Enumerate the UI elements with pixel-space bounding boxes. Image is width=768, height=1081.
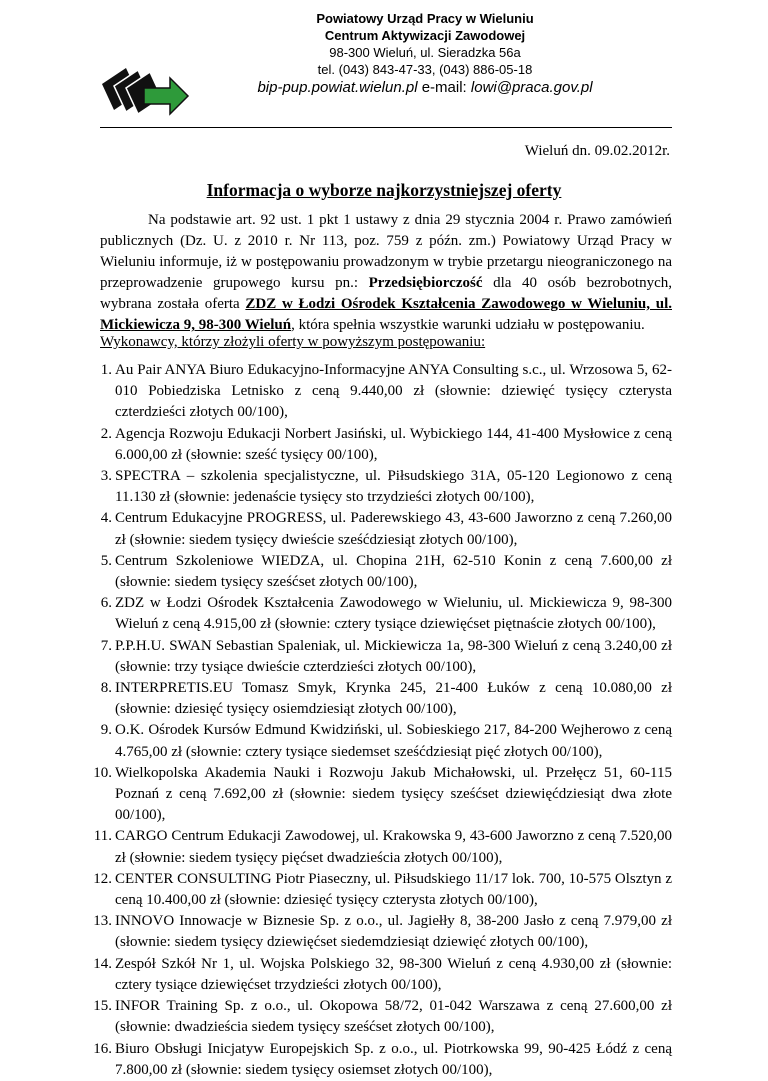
offer-text: SPECTRA – szkolenia specjalistyczne, ul. Piłsudskiego 31A, 05-120 Legionowo z ceną 11.130 zł (słownie: jedenaście tysięcy sto trzydzieści złotych 00/100), [115,468,672,506]
offer-number: 12. [93,870,112,887]
offer-number: 9. [100,722,112,739]
offer-number: 1. [100,362,112,378]
contact-line [240,78,610,98]
winning-bidder: ZDZ w Łodzi Ośrodek Kształcenia Zawodowego w Wieluniu, ul. Mickiewicza 9, 98-300 Wieluń [100,296,672,333]
offer-item [88,869,672,911]
document-date: Wieluń dn. 09.02.2012r. [524,143,670,159]
header-divider [100,127,672,128]
offer-number: 15. [93,998,112,1015]
offer-number: 7. [100,637,112,654]
offer-number: 16. [93,1040,112,1057]
offer-text: ZDZ w Łodzi Ośrodek Kształcenia Zawodowego w Wieluniu, ul. Mickiewicza 9, 98-300 Wieluń z ceną 4.915,00 zł (słownie: cztery tysiące dziewięćset piętnaście złotych 00/100), [115,595,672,633]
offer-number: 2. [100,425,112,442]
offer-text: Au Pair ANYA Biuro Edukacyjno-Informacyjne ANYA Consulting s.c., ul. Wrzosowa 5, 62-010 Pobiedziska Letnisko z ceną 9.440,00 zł (słownie: dziewięć tysięcy czterysta czterdzieści złotych 00/100), [115,362,672,421]
letterhead-text [240,10,610,98]
offer-item [88,1039,672,1081]
document-title: Informacja o wyborze najkorzystniejszej oferty [206,180,562,200]
offer-text: INFOR Training Sp. z o.o., ul. Okopowa 58/72, 01-042 Warszawa z ceną 27.600,00 zł (słownie: dwadzieścia siedem tysięcy sześćset złotych 00/100), [115,998,672,1036]
office-logo-icon [100,62,190,118]
offer-text: Centrum Edukacyjne PROGRESS, ul. Paderewskiego 43, 43-600 Jaworzno z ceną 7.260,00 zł (słownie: siedem tysięcy dwieście sześćdziesiąt złotych 00/100), [115,510,672,548]
offers-list [88,360,672,1081]
offer-text: Wielkopolska Akademia Nauki i Rozwoju Jakub Michałowski, ul. Przełęcz 51, 60-115 Poznań z ceną 7.692,00 zł (słownie: siedem tysięcy sześćset dziewięćdziesiąt dwa złote 00/100), [115,764,672,824]
offer-item [88,954,672,996]
offer-text: INTERPRETIS.EU Tomasz Smyk, Krynka 245, 21-400 Łuków z ceną 10.080,00 zł (słownie: dziesięć tysięcy osiemdziesiąt złotych 00/100), [115,680,672,718]
offer-item [88,636,672,678]
offer-text: O.K. Ośrodek Kursów Edmund Kwidziński, ul. Sobieskiego 217, 84-200 Wejherowo z ceną 4.765,00 zł (słownie: cztery tysiące siedemset sześćdziesiąt pięć złotych 00/100), [115,722,672,760]
offer-item [88,678,672,720]
offers-heading: Wykonawcy, którzy złożyli oferty w powyższym postępowaniu: [100,334,486,350]
offer-text: Agencja Rozwoju Edukacji Norbert Jasiński, ul. Wybickiego 144, 41-400 Mysłowice z ceną 6.000,00 zł (słownie: sześć tysięcy 00/100), [115,425,672,463]
intro-text-2: dla 40 osób bezrobotnych, wybrana została oferta [100,275,672,312]
office-phone: tel. (043) 843-47-33, (043) 886-05-18 [317,62,533,77]
offer-text: Centrum Szkoleniowe WIEDZA, ul. Chopina 21H, 62-510 Konin z ceną 7.600,00 zł (słownie: siedem tysięcy sześćset złotych 00/100), [115,552,672,591]
offer-item [88,720,672,762]
offer-text: CENTER CONSULTING Piotr Piaseczny, ul. Piłsudskiego 11/17 lok. 700, 10-575 Olsztyn z ceną 10.400,00 zł (słownie: dziesięć tysięcy czterysta złotych 00/100), [115,870,672,909]
offer-item [88,424,672,466]
course-name: Przedsiębiorczość [368,275,483,291]
offer-item [88,593,672,635]
centre-name: Centrum Aktywizacji Zawodowej [324,28,526,43]
offer-number: 14. [93,955,112,972]
offer-text: P.P.H.U. SWAN Sebastian Spaleniak, ul. Mickiewicza 1a, 98-300 Wieluń z ceną 3.240,00 zł (słownie: trzy tysiące dwieście czterdzieści złotych 00/100), [115,637,672,675]
offer-number: 13. [93,913,112,930]
website-link[interactable]: bip-pup.powiat.wielun.pl [257,79,418,96]
offer-number: 4. [100,510,112,527]
intro-text-1: Na podstawie art. 92 ust. 1 pkt 1 ustawy z dnia 29 stycznia 2004 r. Prawo zamówień publicznych (Dz. U. z 2010 r. Nr 113, poz. 759 z późn. zm.) Powiatowy Urząd Pracy w Wieluniu informuje, iż w postępowaniu prowadzonym w trybie przetargu nieograniczonego na przeprowadzenie grupowego kursu pn.: [100,212,672,291]
offer-item [88,826,672,868]
offer-item [88,911,672,953]
offer-item [88,360,672,424]
offer-item [88,508,672,550]
offer-number: 6. [100,595,112,612]
intro-paragraph [100,210,672,336]
offer-number: 10. [93,764,112,781]
intro-text-3: , która spełnia wszystkie warunki udziału w postępowaniu. [291,317,645,333]
offer-number: 8. [100,680,112,697]
offer-item [88,763,672,827]
letterhead [100,10,700,130]
offer-text: INNOVO Innowacje w Biznesie Sp. z o.o., ul. Jagiełły 8, 38-200 Jasło z ceną 7.979,00 zł (słownie: siedem tysięcy dziewięćset siedemdziesiąt dziewięć złotych 00/100), [115,913,672,951]
offer-number: 11. [93,828,112,845]
offer-item [88,551,672,593]
offer-text: Biuro Obsługi Inicjatyw Europejskich Sp. z o.o., ul. Piotrkowska 99, 90-425 Łódź z ceną 7.800,00 zł (słownie: siedem tysięcy osiemset złotych 00/100), [115,1040,672,1078]
offer-item [88,466,672,508]
offer-text: CARGO Centrum Edukacji Zawodowej, ul. Krakowska 9, 43-600 Jaworzno z ceną 7.520,00 zł (słownie: siedem tysięcy pięćset dwadzieścia złotych 00/100), [115,828,672,866]
offer-text: Zespół Szkół Nr 1, ul. Wojska Polskiego 32, 98-300 Wieluń z ceną 4.930,00 zł (słownie: cztery tysiące dziewięćset trzydzieści złotych 00/100), [115,955,672,993]
email-label: e-mail: [417,79,471,96]
offer-number: 3. [100,468,112,485]
offer-number: 5. [100,552,112,569]
office-name: Powiatowy Urząd Pracy w Wieluniu [316,11,534,26]
offer-item [88,996,672,1038]
office-address: 98-300 Wieluń, ul. Sieradzka 56a [329,45,521,60]
email-link[interactable]: lowi@praca.gov.pl [470,79,593,96]
